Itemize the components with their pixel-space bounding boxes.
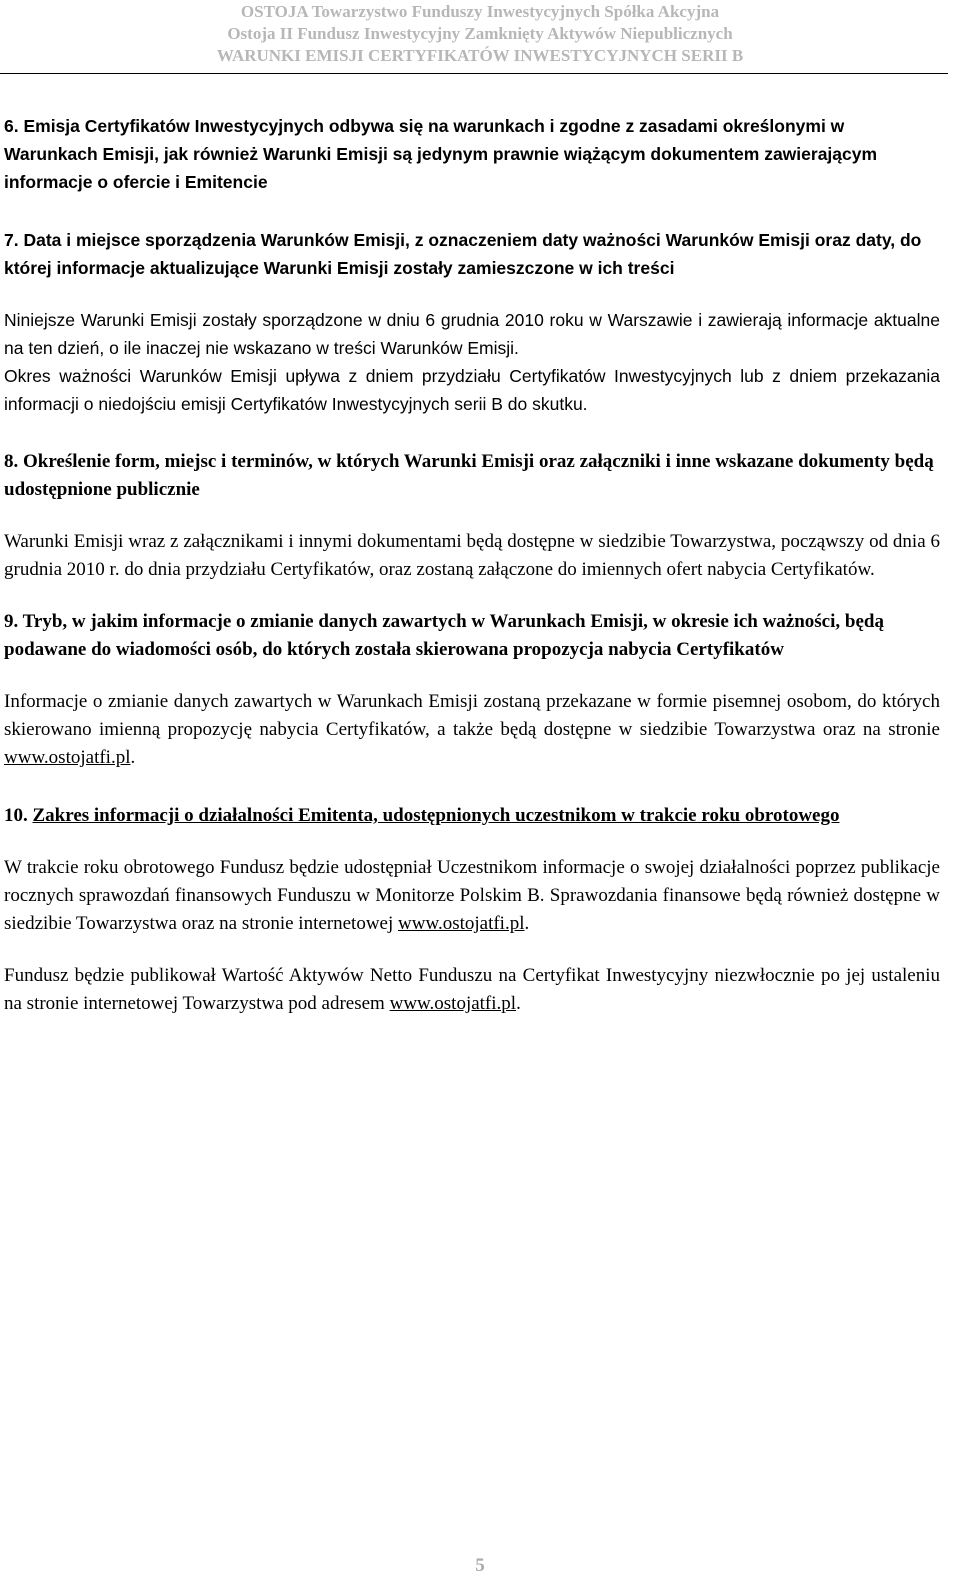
section-10-title: Zakres informacji o działalności Emitenta, udostępnionych uczestnikom w trakcie roku obrotowego xyxy=(32,805,840,826)
section-6-heading: 6. Emisja Certyfikatów Inwestycyjnych odbywa się na warunkach i zgodne z zasadami określonymi w Warunkach Emisji, jak również Warunki Emisji są jedynym prawnie wiążącym dokumentem zawierającym informacje o ofercie i Emitencie xyxy=(4,116,878,192)
section-8-heading: 8. Określenie form, miejsc i terminów, w których Warunki Emisji oraz załączniki i inne wskazane dokumenty będą udostępnione publicznie xyxy=(4,451,934,500)
page-header xyxy=(0,0,960,70)
header-company-name: OSTOJA Towarzystwo Funduszy Inwestycyjnych Spółka Akcyjna xyxy=(240,2,720,21)
section-10-paragraph-1 xyxy=(4,854,940,938)
header-fund-name: Ostoja II Fundusz Inwestycyjny Zamknięty Aktywów Niepublicznych xyxy=(227,24,733,43)
section-10-number: 10. xyxy=(4,805,33,826)
section-10-text-2: Fundusz będzie publikował Wartość Aktywów Netto Funduszu na Certyfikat Inwestycyjny niezwłocznie po jej ustaleniu na stronie internetowej Towarzystwa pod adresem xyxy=(4,965,940,1014)
section-10-paragraph-2 xyxy=(4,962,940,1018)
section-9-heading: 9. Tryb, w jakim informacje o zmianie danych zawartych w Warunkach Emisji, w okresie ich ważności, będą podawane do wiadomości osób, do których została skierowana propozycja nabycia Certyfikatów xyxy=(4,611,884,660)
website-link[interactable]: www.ostojatfi.pl xyxy=(4,747,131,768)
header-document-title: WARUNKI EMISJI CERTYFIKATÓW INWESTYCYJNYCH SERII B xyxy=(216,46,744,65)
website-link[interactable]: www.ostojatfi.pl xyxy=(398,913,525,934)
section-10-text-1-end: . xyxy=(524,913,530,934)
section-8-paragraph-1: Warunki Emisji wraz z załącznikami i innymi dokumentami będą dostępne w siedzibie Towarzystwa, począwszy od dnia 6 grudnia 2010 r. do dnia przydziału Certyfikatów, oraz zostaną załączone do imiennych ofert nabycia Certyfikatów. xyxy=(4,531,940,580)
section-10-text-1: W trakcie roku obrotowego Fundusz będzie udostępniał Uczestnikom informacje o swojej działalności poprzez publikacje rocznych sprawozdań finansowych Funduszu w Monitorze Polskim B. Sprawozdania finansowe będą również dostępne w siedzibie Towarzystwa oraz na stronie internetowej xyxy=(4,857,940,934)
header-divider xyxy=(0,73,948,74)
section-7-heading: 7. Data i miejsce sporządzenia Warunków Emisji, z oznaczeniem daty ważności Warunków Emisji oraz daty, do której informacje aktualizujące Warunki Emisji zostały zamieszczone w ich treści xyxy=(4,230,922,278)
section-10-heading xyxy=(4,802,940,830)
page-number: 5 xyxy=(475,1555,485,1576)
section-9-text: Informacje o zmianie danych zawartych w Warunkach Emisji zostaną przekazane w formie pisemnej osobom, do których skierowano imienną propozycję nabycia Certyfikatów, a także będą dostępne w siedzibie Towarzystwa oraz na stronie xyxy=(4,691,940,740)
section-9-text-end: . xyxy=(130,747,136,768)
document-body xyxy=(4,112,940,1018)
section-10-text-2-end: . xyxy=(516,993,521,1014)
section-7-paragraph-1: Niniejsze Warunki Emisji zostały sporządzone w dniu 6 grudnia 2010 roku w Warszawie i zawierają informacje aktualne na ten dzień, o ile inaczej nie wskazano w treści Warunków Emisji. xyxy=(4,310,940,358)
section-9-paragraph-1 xyxy=(4,688,940,772)
section-7-paragraph-2: Okres ważności Warunków Emisji upływa z dniem przydziału Certyfikatów Inwestycyjnych lub z dniem przekazania informacji o niedojściu emisji Certyfikatów Inwestycyjnych serii B do skutku. xyxy=(4,366,940,414)
website-link[interactable]: www.ostojatfi.pl xyxy=(389,993,517,1014)
